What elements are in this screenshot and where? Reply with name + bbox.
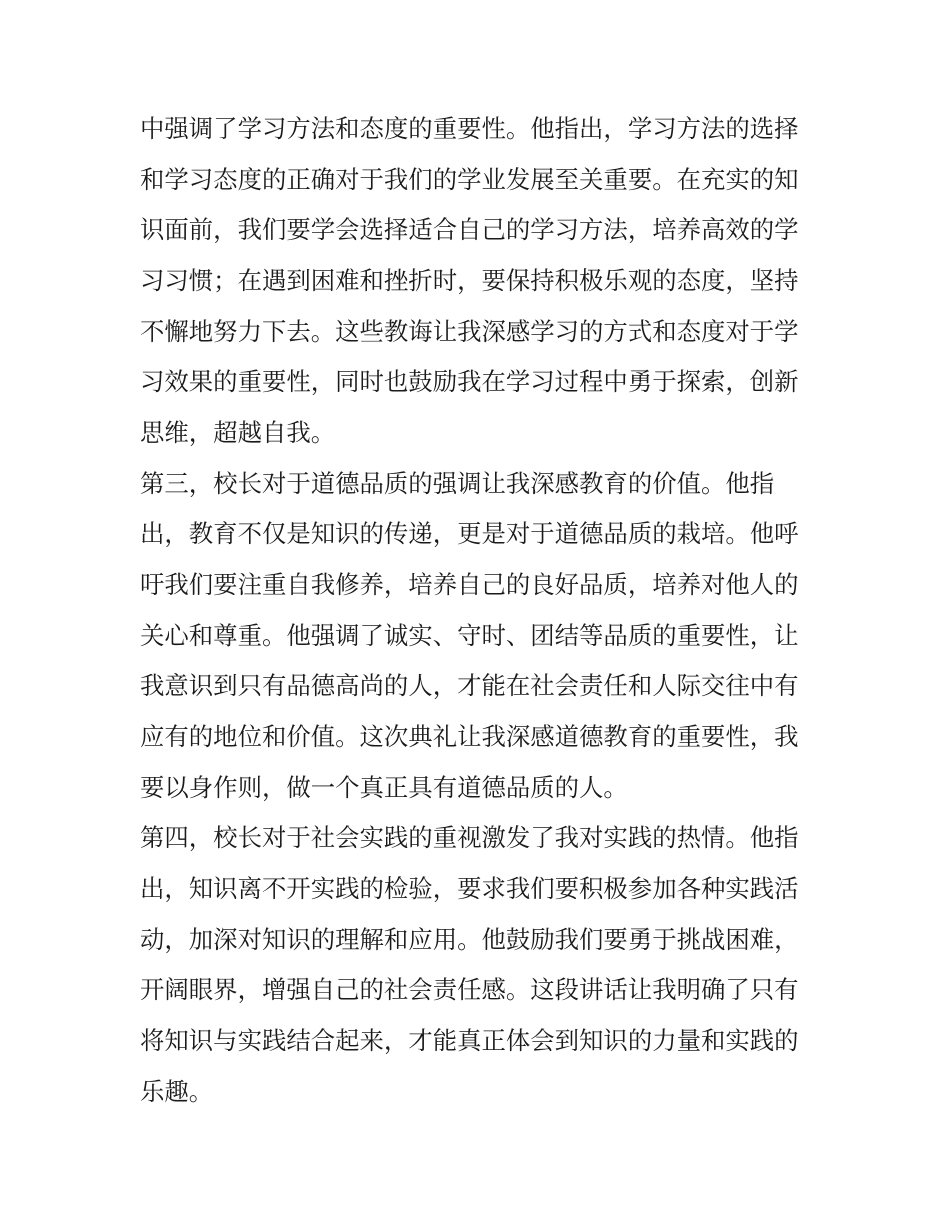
text-line-5: 不懈地努力下去。这些教诲让我深感学习的方式和态度对于学 <box>140 317 799 346</box>
text-line-3: 识面前，我们要学会选择适合自己的学习方法，培养高效的学 <box>140 215 799 244</box>
text-line-11: 关心和尊重。他强调了诚实、守时、团结等品质的重要性，让 <box>140 621 799 650</box>
text-line-2: 和学习态度的正确对于我们的学业发展至关重要。在充实的知 <box>140 165 799 194</box>
text-line-12: 我意识到只有品德高尚的人，才能在社会责任和人际交往中有 <box>140 671 799 700</box>
text-line-8: 第三，校长对于道德品质的强调让我深感教育的价值。他指 <box>140 469 775 498</box>
text-line-13: 应有的地位和价值。这次典礼让我深感道德教育的重要性，我 <box>140 722 799 751</box>
text-line-6: 习效果的重要性，同时也鼓励我在学习过程中勇于探索，创新 <box>140 367 799 396</box>
text-line-9: 出，教育不仅是知识的传递，更是对于道德品质的栽培。他呼 <box>140 519 799 548</box>
text-line-14: 要以身作则，做一个真正具有道德品质的人。 <box>140 773 628 802</box>
text-line-15: 第四，校长对于社会实践的重视激发了我对实践的热情。他指 <box>140 823 799 852</box>
text-line-17: 动，加深对知识的理解和应用。他鼓励我们要勇于挑战困难， <box>140 925 799 954</box>
text-line-7: 思维，超越自我。 <box>140 418 336 447</box>
text-line-10: 吁我们要注重自我修养，培养自己的良好品质，培养对他人的 <box>140 570 799 599</box>
text-line-18: 开阔眼界，增强自己的社会责任感。这段讲话让我明确了只有 <box>140 975 799 1004</box>
text-line-16: 出，知识离不开实践的检验，要求我们要积极参加各种实践活 <box>140 874 799 903</box>
text-line-4: 习习惯；在遇到困难和挫折时，要保持积极乐观的态度，坚持 <box>140 266 799 295</box>
text-line-20: 乐趣。 <box>140 1077 214 1106</box>
text-line-19: 将知识与实践结合起来，才能真正体会到知识的力量和实践的 <box>140 1026 799 1055</box>
text-line-1: 中强调了学习方法和态度的重要性。他指出，学习方法的选择 <box>140 114 799 143</box>
